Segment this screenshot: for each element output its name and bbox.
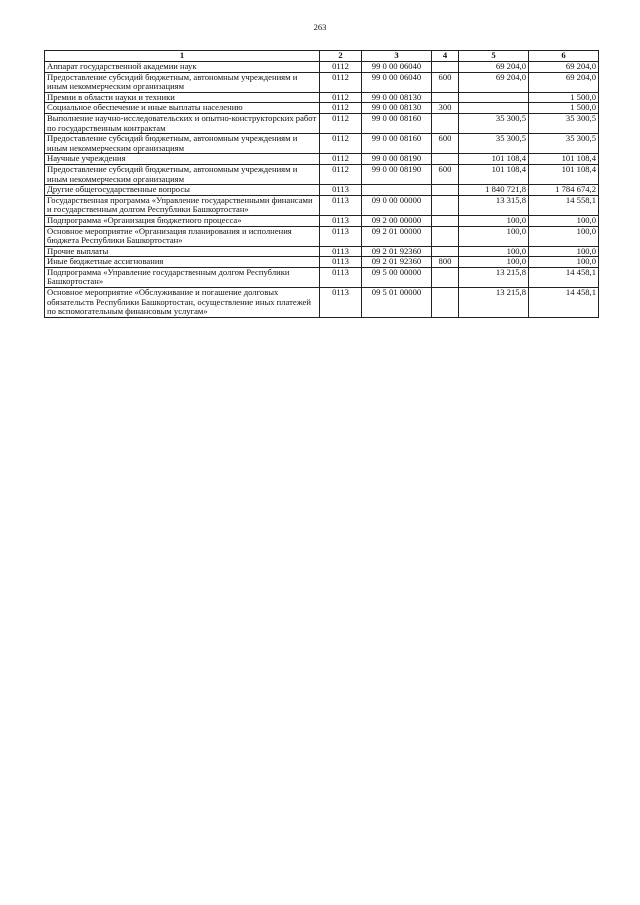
cell-amount-col6: 101 108,4 xyxy=(529,164,599,184)
cell-expense-type: 800 xyxy=(432,257,459,268)
cell-expense-type xyxy=(432,62,459,73)
column-header: 4 xyxy=(432,51,459,62)
cell-name: Предоставление субсидий бюджетным, автономным учреждениям и иным некоммерческим организациям xyxy=(45,164,320,184)
cell-amount-col5: 69 204,0 xyxy=(459,72,529,92)
cell-section: 0113 xyxy=(320,226,362,246)
table-row xyxy=(45,92,599,103)
cell-expense-type xyxy=(432,226,459,246)
cell-amount-col5: 1 840 721,8 xyxy=(459,185,529,196)
table-header-row xyxy=(45,51,599,62)
cell-expense-type xyxy=(432,92,459,103)
cell-name: Подпрограмма «Организация бюджетного процесса» xyxy=(45,215,320,226)
cell-name: Прочие выплаты xyxy=(45,246,320,257)
cell-amount-col6: 69 204,0 xyxy=(529,62,599,73)
cell-amount-col6: 1 500,0 xyxy=(529,103,599,114)
cell-amount-col5 xyxy=(459,92,529,103)
cell-target-article: 09 2 00 00000 xyxy=(362,215,432,226)
cell-amount-col6: 100,0 xyxy=(529,246,599,257)
cell-expense-type xyxy=(432,185,459,196)
table-row xyxy=(45,226,599,246)
cell-section: 0112 xyxy=(320,134,362,154)
cell-name: Иные бюджетные ассигнования xyxy=(45,257,320,268)
column-header: 1 xyxy=(45,51,320,62)
column-header: 3 xyxy=(362,51,432,62)
table-body xyxy=(45,62,599,318)
cell-amount-col6: 1 784 674,2 xyxy=(529,185,599,196)
cell-name: Основное мероприятие «Организация планирования и исполнения бюджета Республики Башкортостан» xyxy=(45,226,320,246)
cell-name: Основное мероприятие «Обслуживание и погашение долговых обязательств Республики Башкортостан, осуществление иных платежей по вспомогательным финансовым услугам» xyxy=(45,288,320,318)
cell-amount-col5: 13 215,8 xyxy=(459,288,529,318)
cell-target-article: 09 5 00 00000 xyxy=(362,267,432,287)
cell-amount-col5: 101 108,4 xyxy=(459,154,529,165)
cell-amount-col6: 69 204,0 xyxy=(529,72,599,92)
cell-amount-col6: 100,0 xyxy=(529,215,599,226)
cell-section: 0113 xyxy=(320,267,362,287)
cell-name: Социальное обеспечение и иные выплаты населению xyxy=(45,103,320,114)
cell-amount-col6: 101 108,4 xyxy=(529,154,599,165)
cell-amount-col5: 100,0 xyxy=(459,246,529,257)
cell-amount-col6: 35 300,5 xyxy=(529,113,599,133)
budget-table xyxy=(44,50,599,318)
table-row xyxy=(45,185,599,196)
table-row xyxy=(45,257,599,268)
cell-expense-type xyxy=(432,215,459,226)
cell-expense-type xyxy=(432,195,459,215)
cell-expense-type: 600 xyxy=(432,164,459,184)
cell-amount-col6: 35 300,5 xyxy=(529,134,599,154)
cell-expense-type xyxy=(432,288,459,318)
cell-amount-col6: 14 458,1 xyxy=(529,288,599,318)
cell-target-article: 99 0 00 08190 xyxy=(362,154,432,165)
cell-name: Премии в области науки и техники xyxy=(45,92,320,103)
table-row xyxy=(45,215,599,226)
cell-section: 0112 xyxy=(320,72,362,92)
table-row xyxy=(45,288,599,318)
cell-target-article: 09 5 01 00000 xyxy=(362,288,432,318)
cell-target-article: 09 0 00 00000 xyxy=(362,195,432,215)
cell-target-article: 99 0 00 08160 xyxy=(362,113,432,133)
cell-amount-col5 xyxy=(459,103,529,114)
page-number: 263 xyxy=(313,22,327,32)
cell-target-article: 99 0 00 08130 xyxy=(362,92,432,103)
table-row xyxy=(45,134,599,154)
cell-section: 0112 xyxy=(320,154,362,165)
cell-section: 0112 xyxy=(320,103,362,114)
cell-name: Выполнение научно-исследовательских и опытно-конструкторских работ по государственным контрактам xyxy=(45,113,320,133)
cell-expense-type: 600 xyxy=(432,72,459,92)
cell-amount-col6: 100,0 xyxy=(529,226,599,246)
cell-target-article: 99 0 00 08160 xyxy=(362,134,432,154)
cell-section: 0112 xyxy=(320,164,362,184)
cell-expense-type xyxy=(432,246,459,257)
cell-target-article: 09 2 01 92360 xyxy=(362,257,432,268)
table-row xyxy=(45,246,599,257)
cell-expense-type xyxy=(432,267,459,287)
cell-amount-col5: 100,0 xyxy=(459,257,529,268)
cell-expense-type: 300 xyxy=(432,103,459,114)
cell-amount-col5: 35 300,5 xyxy=(459,113,529,133)
cell-expense-type: 600 xyxy=(432,134,459,154)
table-row xyxy=(45,113,599,133)
cell-amount-col6: 100,0 xyxy=(529,257,599,268)
table-row xyxy=(45,62,599,73)
column-header: 5 xyxy=(459,51,529,62)
cell-section: 0113 xyxy=(320,288,362,318)
cell-amount-col5: 13 215,8 xyxy=(459,267,529,287)
cell-amount-col6: 14 458,1 xyxy=(529,267,599,287)
cell-name: Предоставление субсидий бюджетным, автономным учреждениям и иным некоммерческим организациям xyxy=(45,72,320,92)
cell-name: Государственная программа «Управление государственными финансами и государственным долгом Республики Башкортостан» xyxy=(45,195,320,215)
table-row xyxy=(45,195,599,215)
cell-target-article: 99 0 00 08130 xyxy=(362,103,432,114)
cell-name: Научные учреждения xyxy=(45,154,320,165)
cell-target-article: 99 0 00 06040 xyxy=(362,72,432,92)
column-header: 2 xyxy=(320,51,362,62)
cell-target-article: 99 0 00 06040 xyxy=(362,62,432,73)
cell-name: Другие общегосударственные вопросы xyxy=(45,185,320,196)
table-row xyxy=(45,72,599,92)
cell-target-article: 99 0 00 08190 xyxy=(362,164,432,184)
column-header: 6 xyxy=(529,51,599,62)
cell-amount-col5: 13 315,8 xyxy=(459,195,529,215)
cell-section: 0113 xyxy=(320,257,362,268)
cell-name: Подпрограмма «Управление государственным долгом Республики Башкортостан» xyxy=(45,267,320,287)
cell-amount-col6: 1 500,0 xyxy=(529,92,599,103)
cell-section: 0112 xyxy=(320,62,362,73)
cell-amount-col5: 69 204,0 xyxy=(459,62,529,73)
cell-section: 0113 xyxy=(320,246,362,257)
cell-target-article xyxy=(362,185,432,196)
cell-name: Предоставление субсидий бюджетным, автономным учреждениям и иным некоммерческим организациям xyxy=(45,134,320,154)
table-row xyxy=(45,267,599,287)
cell-amount-col6: 14 558,1 xyxy=(529,195,599,215)
cell-amount-col5: 100,0 xyxy=(459,226,529,246)
cell-target-article: 09 2 01 92360 xyxy=(362,246,432,257)
cell-name: Аппарат государственной академии наук xyxy=(45,62,320,73)
cell-expense-type xyxy=(432,154,459,165)
cell-section: 0112 xyxy=(320,92,362,103)
cell-section: 0113 xyxy=(320,195,362,215)
cell-amount-col5: 101 108,4 xyxy=(459,164,529,184)
cell-section: 0112 xyxy=(320,113,362,133)
table-row xyxy=(45,154,599,165)
cell-section: 0113 xyxy=(320,215,362,226)
table-row xyxy=(45,103,599,114)
cell-section: 0113 xyxy=(320,185,362,196)
cell-expense-type xyxy=(432,113,459,133)
cell-amount-col5: 100,0 xyxy=(459,215,529,226)
cell-amount-col5: 35 300,5 xyxy=(459,134,529,154)
cell-target-article: 09 2 01 00000 xyxy=(362,226,432,246)
table-row xyxy=(45,164,599,184)
